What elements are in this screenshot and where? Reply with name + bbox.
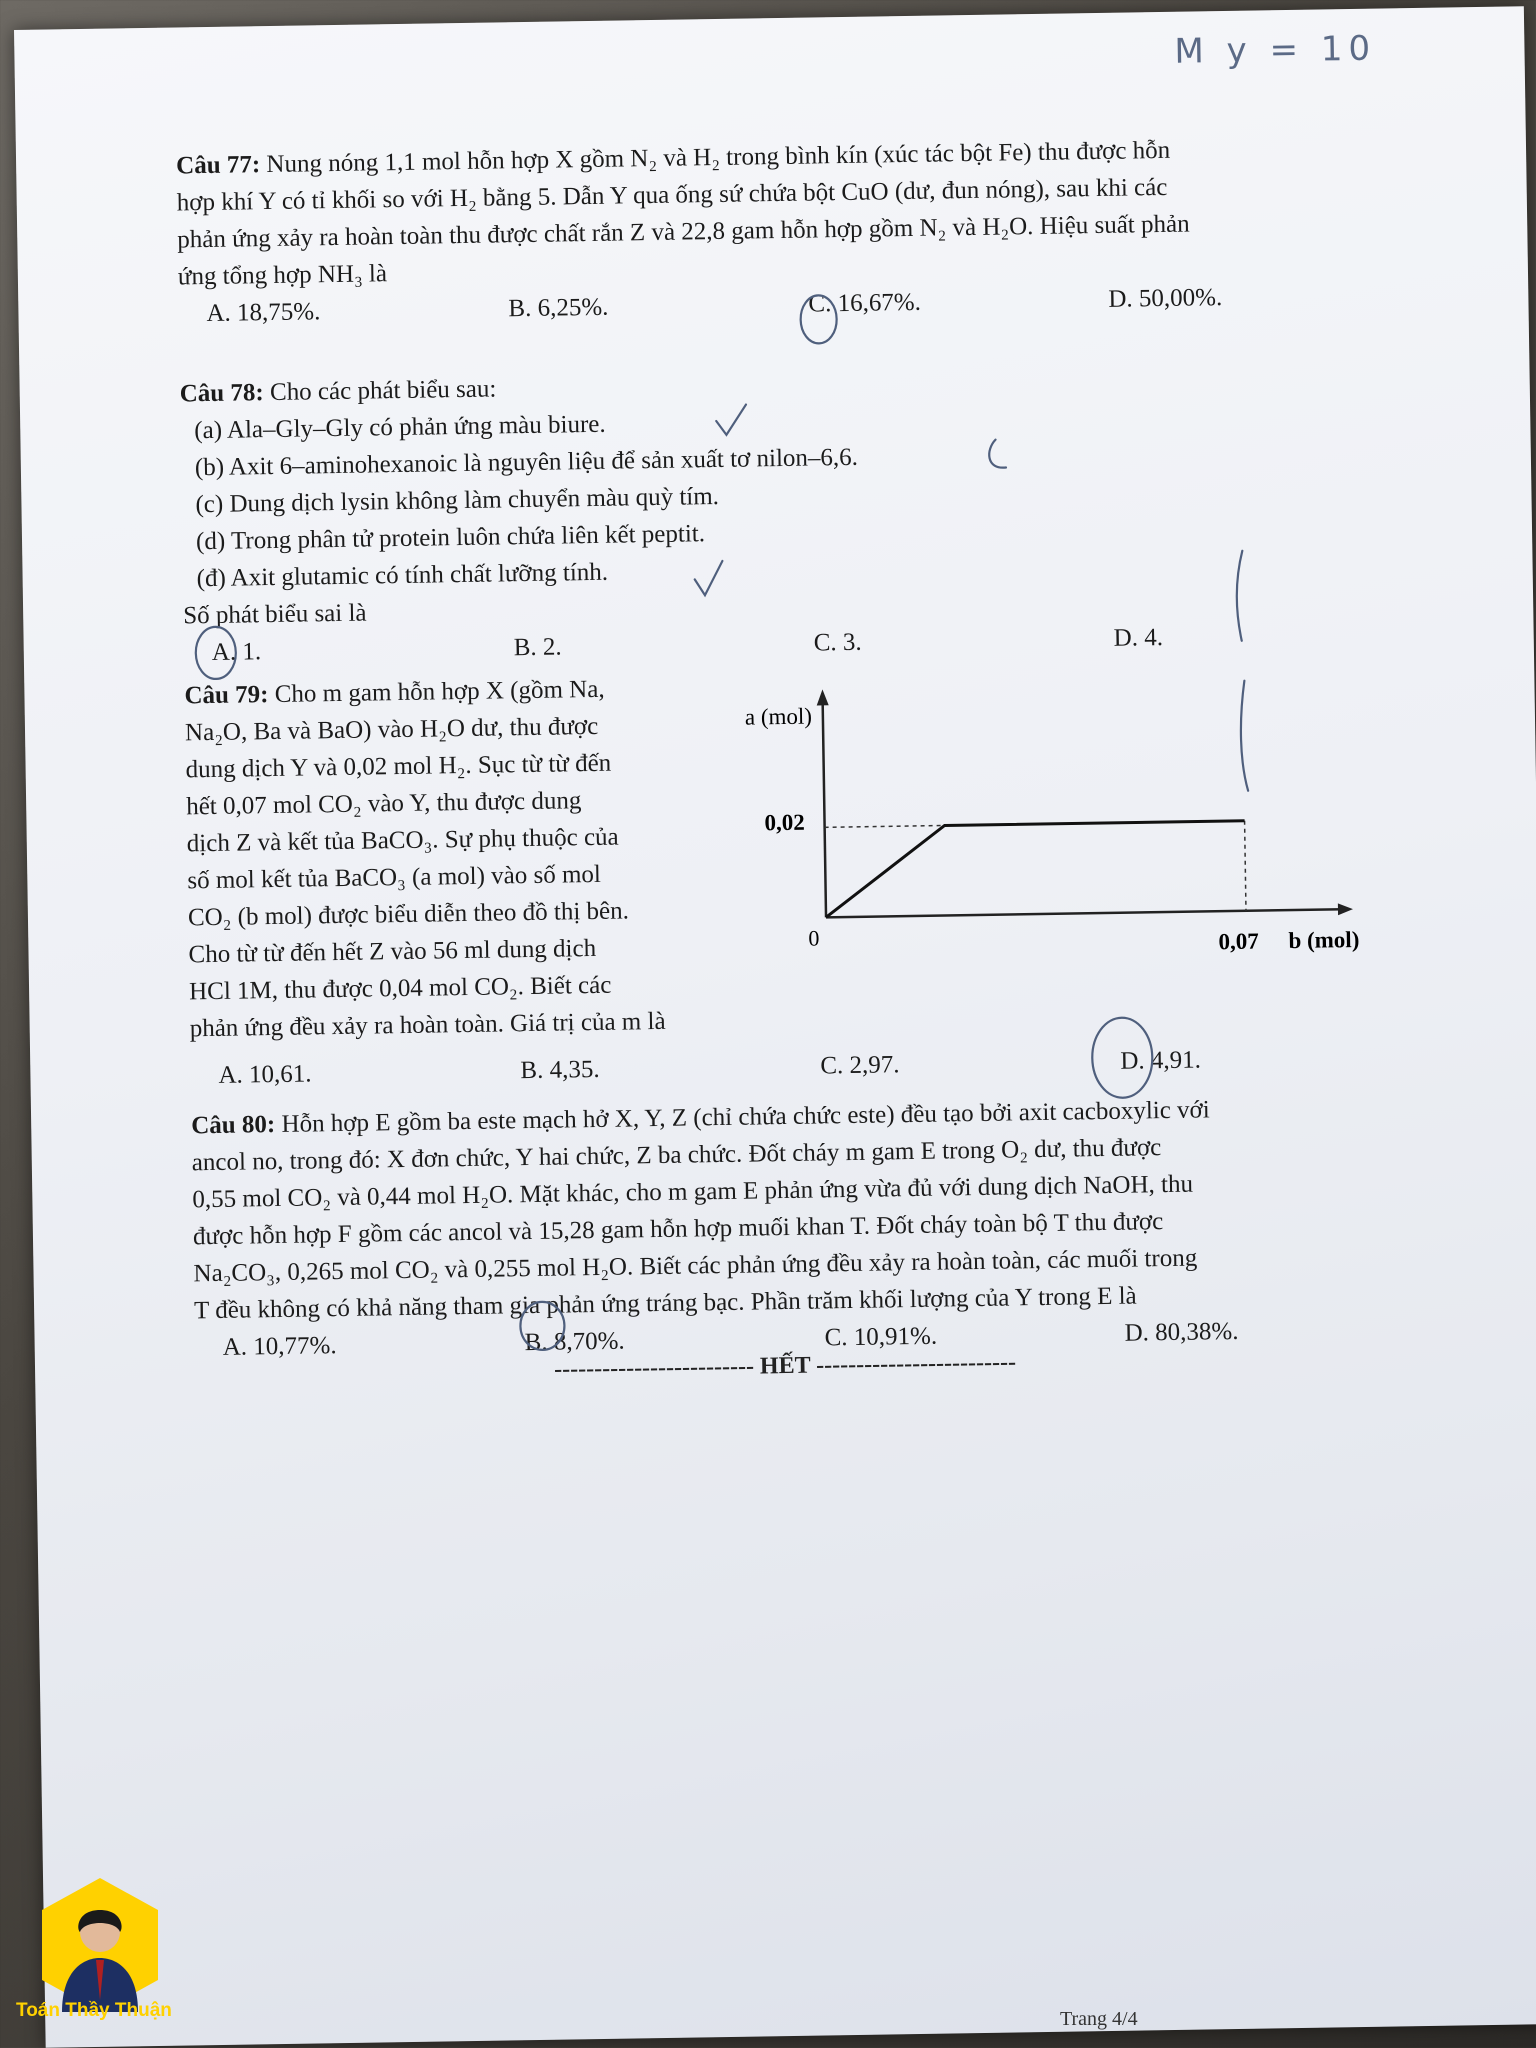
q80-line-3: được hỗn hợp F gồm các ancol và 15,28 gam hỗn hợp muối khan T. Đốt cháy toàn bộ T thu được bbox=[192, 1208, 1164, 1251]
q79-label: Câu 79: bbox=[184, 681, 269, 710]
q79-line-8: HCl 1M, thu được 0,04 mol CO₂. Biết các bbox=[188, 971, 612, 1006]
q80-option-a[interactable]: A. 10,77%. bbox=[222, 1332, 337, 1361]
bracket-stroke bbox=[1240, 681, 1248, 791]
pen-annotations bbox=[14, 6, 1536, 1429]
q79-line-4: dịch Z và kết tủa BaCO₃. Sự phụ thuộc của bbox=[186, 823, 619, 858]
q78-option-d[interactable]: D. 4. bbox=[1113, 624, 1164, 652]
y-axis-label: a (mol) bbox=[744, 703, 813, 730]
pen-scribble bbox=[989, 439, 1006, 467]
q78-option-b[interactable]: B. 2. bbox=[513, 633, 562, 662]
q77-option-c[interactable]: C. 16,67%. bbox=[808, 288, 922, 318]
q80-line-5: T đều không có khả năng tham gia phản ứng tráng bạc. Phần trăm khối lượng của Y trong E là bbox=[193, 1282, 1137, 1325]
q79-line-7: Cho từ từ đến hết Z vào 56 ml dung dịch bbox=[188, 934, 597, 969]
circle-q77-c bbox=[800, 295, 837, 344]
check-mark-icon bbox=[716, 405, 746, 435]
q80-option-c[interactable]: C. 10,91%. bbox=[824, 1322, 938, 1352]
q79-line-2: dung dịch Y và 0,02 mol H₂. Sục từ từ đến bbox=[185, 749, 612, 784]
q79-option-b[interactable]: B. 4,35. bbox=[520, 1055, 600, 1085]
check-mark-icon bbox=[694, 561, 723, 595]
q78-option-a[interactable]: A. 1. bbox=[211, 638, 262, 666]
q77-line-3: ứng tổng hợp NH₃ là bbox=[177, 260, 388, 291]
q78-item-d: (d) Trong phân tử protein luôn chứa liên kết peptit. bbox=[195, 520, 706, 556]
q79-option-d[interactable]: D. 4,91. bbox=[1120, 1046, 1202, 1075]
circle-q78-a bbox=[195, 627, 236, 680]
q78-label: Câu 78: bbox=[179, 379, 264, 408]
q80-line-1: ancol no, trong đó: X đơn chức, Y hai chức, Z ba chức. Đốt cháy m gam E trong O₂ dư, thu được bbox=[191, 1134, 1162, 1177]
q78-item-b: (b) Axit 6–aminohexanoic là nguyên liệu để sản xuất tơ nilon–6,6. bbox=[194, 443, 859, 482]
q77-option-b[interactable]: B. 6,25%. bbox=[508, 293, 609, 323]
circle-q79-d bbox=[1092, 1017, 1153, 1098]
x-axis-label: b (mol) bbox=[1288, 926, 1360, 954]
q80-line-2: 0,55 mol CO₂ và 0,44 mol H₂O. Mặt khác, cho m gam E phản ứng vừa đủ với dung dịch NaOH, thu bbox=[192, 1170, 1194, 1214]
q78-option-c[interactable]: C. 3. bbox=[813, 628, 862, 657]
q77-line-0: Câu 77: Nung nóng 1,1 mol hỗn hợp X gồm N₂ và H₂ trong bình kín (xúc tác bột Fe) thu được hỗn bbox=[175, 136, 1171, 180]
q78-question: Số phát biểu sai là bbox=[183, 599, 367, 630]
page-number: Trang 4/4 bbox=[1060, 2008, 1138, 2030]
q80-line-4: Na₂CO₃, 0,265 mol CO₂ và 0,255 mol H₂O. Biết các phản ứng đều xảy ra hoàn toàn, các muối trong bbox=[193, 1244, 1198, 1288]
origin-label: 0 bbox=[808, 925, 820, 951]
x-tick-label: 0,07 bbox=[1218, 928, 1259, 955]
q77-line-1: hợp khí Y có tỉ khối so với H₂ bằng 5. Dẫn Y qua ống sứ chứa bột CuO (dư, đun nóng), sau khi các bbox=[176, 173, 1168, 217]
q77-option-d[interactable]: D. 50,00%. bbox=[1108, 284, 1223, 313]
y-tick-label: 0,02 bbox=[764, 809, 805, 836]
q79-option-a[interactable]: A. 10,61. bbox=[218, 1060, 312, 1089]
watermark-text: Toán Thầy Thuận bbox=[16, 2000, 172, 2021]
q78-item-c: (c) Dung dịch lysin không làm chuyển màu quỳ tím. bbox=[195, 482, 720, 519]
q79-line-9: phản ứng đều xảy ra hoàn toàn. Giá trị của m là bbox=[189, 1007, 666, 1043]
q79-line-5: số mol kết tủa BaCO₃ (a mol) vào số mol bbox=[187, 860, 602, 895]
q80-option-d[interactable]: D. 80,38%. bbox=[1124, 1317, 1239, 1347]
q79-line-6: CO₂ (b mol) được biểu diễn theo đồ thị bên. bbox=[187, 897, 630, 932]
q79-option-c[interactable]: C. 2,97. bbox=[820, 1051, 900, 1080]
q80-option-b[interactable]: B. 8,70%. bbox=[524, 1327, 625, 1357]
q80-label: Câu 80: bbox=[191, 1111, 276, 1140]
circle-q80-b bbox=[520, 1302, 565, 1351]
end-marker: ------------------------- HẾT ------------------------- bbox=[553, 1349, 1017, 1383]
q79-line-3: hết 0,07 mol CO₂ vào Y, thu được dung bbox=[186, 787, 582, 821]
q78-item-dd: (đ) Axit glutamic có tính chất lưỡng tính. bbox=[196, 558, 609, 593]
corner-note: M y = 10 bbox=[1174, 28, 1377, 72]
q77-line-2: phản ứng xảy ra hoàn toàn thu được chất rắn Z và 22,8 gam hỗn hợp gồm N₂ và H₂O. Hiệu suất phản bbox=[177, 210, 1190, 254]
q77-option-a[interactable]: A. 18,75%. bbox=[206, 298, 321, 328]
q79-line-1: Na₂O, Ba và BaO) vào H₂O dư, thu được bbox=[184, 712, 599, 747]
q78-intro-line: Câu 78: Cho các phát biểu sau: bbox=[179, 375, 497, 408]
q80-line-0: Câu 80: Hỗn hợp E gồm ba este mạch hở X, Y, Z (chỉ chứa chức este) đều tạo bởi axit cacboxylic với bbox=[191, 1096, 1210, 1140]
exam-paper bbox=[14, 6, 1536, 2047]
q78-item-a: (a) Ala–Gly–Gly có phản ứng màu biure. bbox=[194, 410, 606, 445]
q77-label: Câu 77: bbox=[175, 151, 261, 180]
q79-line-0: Câu 79: Cho m gam hỗn hợp X (gồm Na, bbox=[184, 675, 605, 710]
bracket-stroke bbox=[1236, 551, 1244, 641]
